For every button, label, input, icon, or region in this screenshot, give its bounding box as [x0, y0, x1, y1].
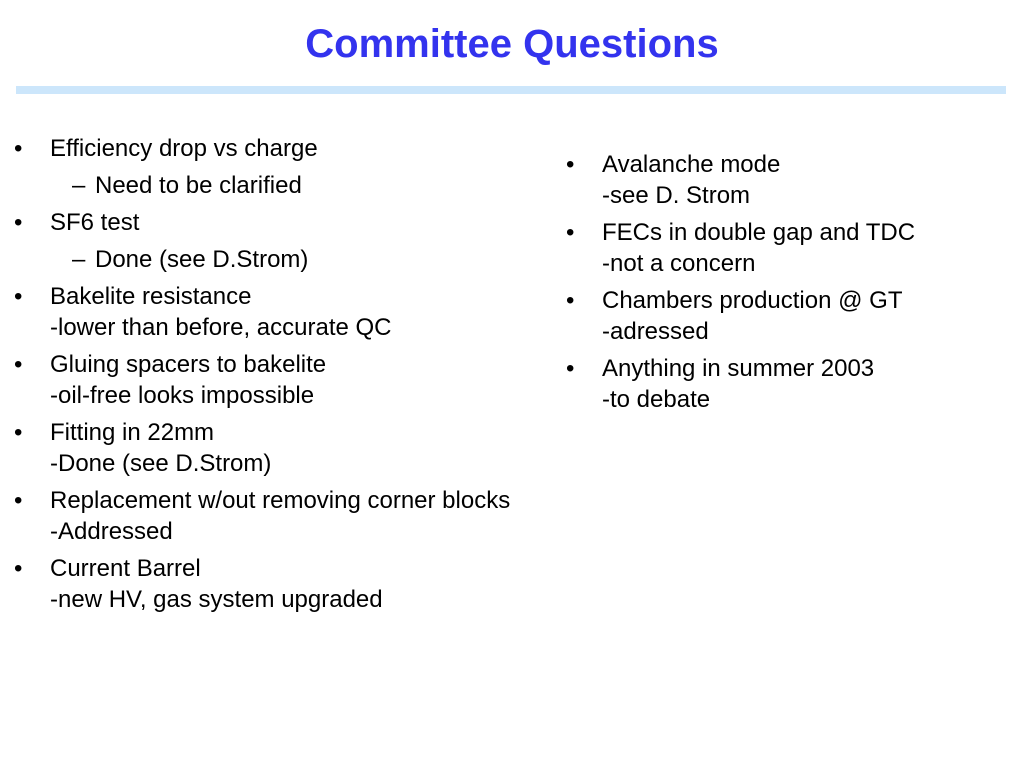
bullet-item-avalanche-mode [566, 149, 1006, 211]
bullet-icon: • [14, 419, 23, 446]
bullet-item-efficiency-drop [14, 133, 604, 201]
sub-bullet-item [50, 170, 604, 201]
bullet-item-replacement [14, 485, 604, 547]
bullet-note: -Addressed [50, 518, 173, 545]
title-divider [16, 86, 1006, 94]
bullet-icon: • [14, 351, 23, 378]
bullet-icon: • [14, 209, 23, 236]
right-bullet-list [566, 149, 1006, 421]
bullet-text: SF6 test [50, 209, 140, 236]
bullet-icon: • [566, 355, 575, 382]
bullet-icon: • [14, 135, 23, 162]
bullet-text: Anything in summer 2003 [602, 355, 875, 382]
bullet-note: -see D. Strom [602, 182, 751, 209]
bullet-item-chambers-production [566, 285, 1006, 347]
sub-bullet-list [50, 244, 604, 275]
bullet-text: Replacement w/out removing corner blocks [50, 487, 511, 514]
bullet-note: -Done (see D.Strom) [50, 450, 272, 477]
bullet-item-fitting-22mm [14, 417, 604, 479]
sub-bullet-list [50, 170, 604, 201]
bullet-item-sf6-test [14, 207, 604, 275]
bullet-icon: • [566, 151, 575, 178]
bullet-item-current-barrel [14, 553, 604, 615]
slide-title: Committee Questions [305, 22, 719, 66]
bullet-text: Bakelite resistance [50, 283, 252, 310]
bullet-icon: • [14, 555, 23, 582]
bullet-icon: • [566, 219, 575, 246]
dash-icon: – [72, 246, 86, 273]
bullet-icon: • [14, 487, 23, 514]
bullet-note: -adressed [602, 318, 709, 345]
bullet-text: Efficiency drop vs charge [50, 135, 318, 162]
bullet-text: Fitting in 22mm [50, 419, 215, 446]
bullet-icon: • [14, 283, 23, 310]
sub-bullet-item [50, 244, 604, 275]
bullet-note: -oil-free looks impossible [50, 382, 315, 409]
dash-icon: – [72, 172, 86, 199]
sub-bullet-text: Done (see D.Strom) [95, 246, 309, 273]
bullet-text: Gluing spacers to bakelite [50, 351, 327, 378]
bullet-note: -new HV, gas system upgraded [50, 586, 383, 613]
bullet-note: -lower than before, accurate QC [50, 314, 392, 341]
sub-bullet-text: Need to be clarified [95, 172, 302, 199]
bullet-note: -to debate [602, 386, 711, 413]
bullet-text: Current Barrel [50, 555, 201, 582]
bullet-item-fecs-double-gap [566, 217, 1006, 279]
bullet-item-summer-2003 [566, 353, 1006, 415]
bullet-text: Chambers production @ GT [602, 287, 903, 314]
bullet-text: Avalanche mode [602, 151, 781, 178]
bullet-item-gluing-spacers [14, 349, 604, 411]
bullet-text: FECs in double gap and TDC [602, 219, 916, 246]
bullet-icon: • [566, 287, 575, 314]
bullet-note: -not a concern [602, 250, 756, 277]
left-bullet-list [14, 133, 604, 621]
bullet-item-bakelite-resistance [14, 281, 604, 343]
